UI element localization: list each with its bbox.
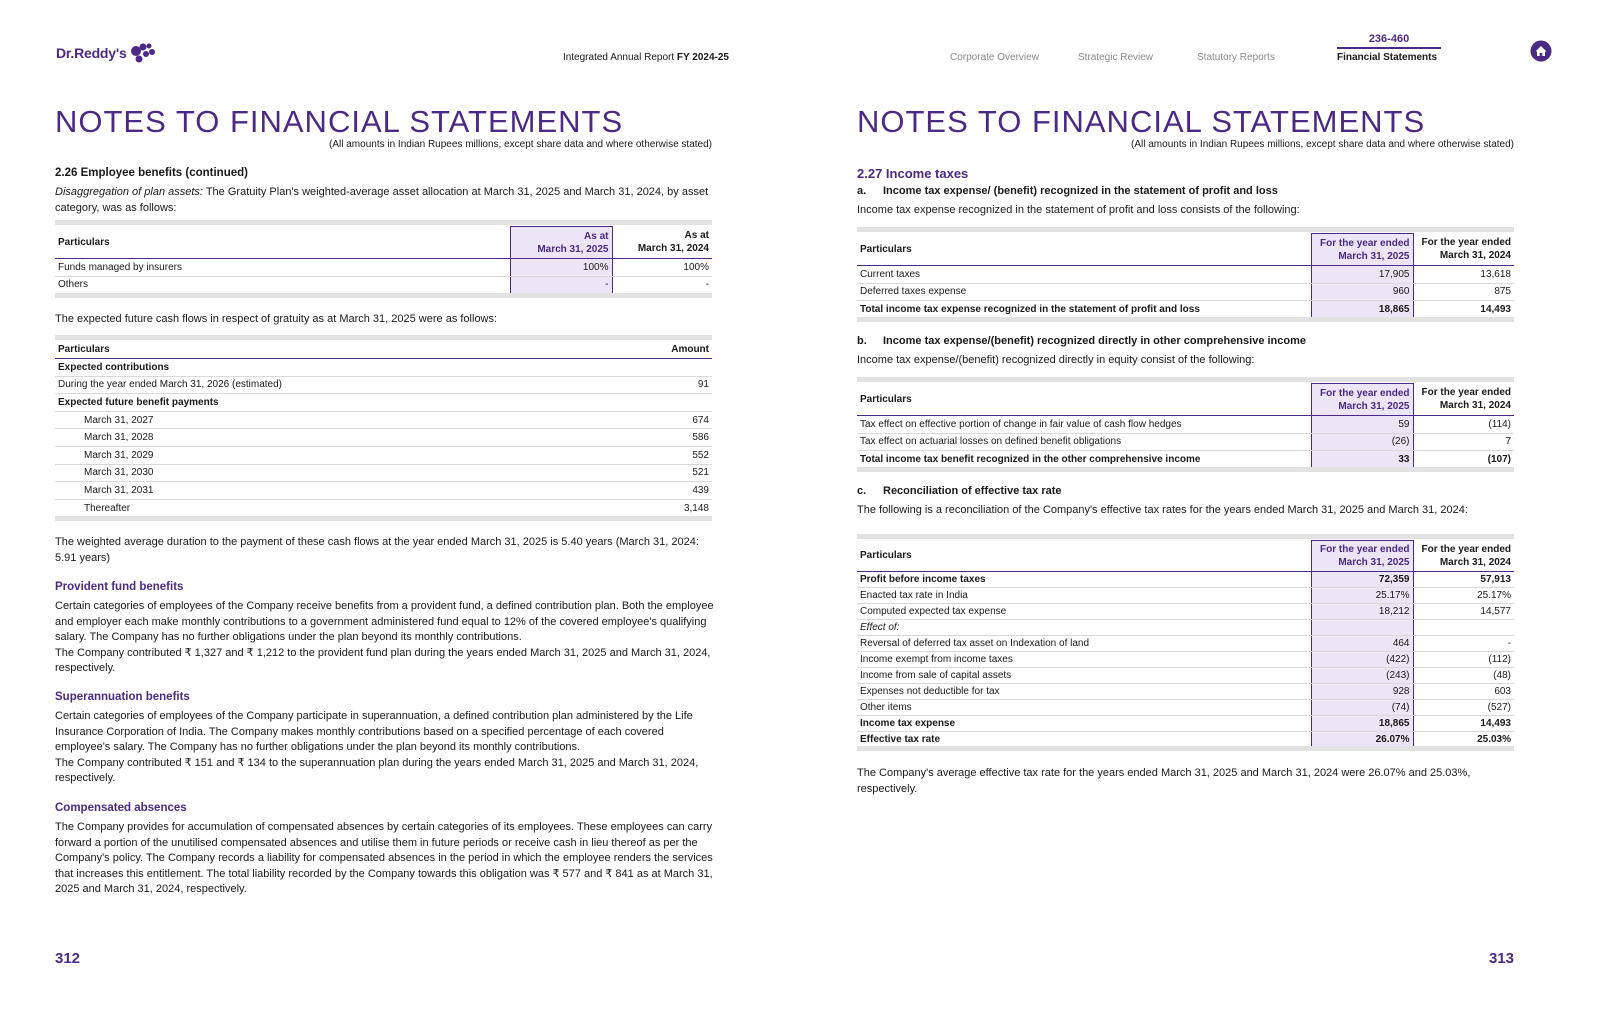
cell-2024: 14,493	[1413, 716, 1514, 732]
plan-assets-intro: Disaggregation of plan assets: The Gratuity Plan's weighted-average asset allocation at March 31, 2025 and March 31, 2024, by asset category, was as follows:	[55, 186, 709, 214]
table-top-bar	[55, 335, 712, 340]
row-label: March 31, 2031	[55, 482, 607, 500]
row-label: During the year ended March 31, 2026 (estimated)	[55, 376, 607, 394]
header-cell: For the year ended March 31, 2024	[1413, 384, 1514, 416]
header-cell: Particulars	[55, 341, 607, 359]
table-bottom-bar	[857, 467, 1514, 472]
row-label: March 31, 2027	[55, 411, 607, 429]
cell-2024: (114)	[1413, 416, 1514, 434]
cell-2025: -	[510, 276, 612, 294]
cell-2024: 14,577	[1413, 604, 1514, 620]
header-cell: As at March 31, 2025	[510, 227, 612, 259]
table-row	[55, 276, 712, 294]
cell-amount: 674	[607, 411, 712, 429]
total-row	[857, 301, 1514, 319]
cell-2025: 26.07%	[1311, 732, 1413, 748]
header-cell: For the year ended March 31, 2025	[1311, 541, 1413, 572]
header-cell: For the year ended March 31, 2024	[1413, 541, 1514, 572]
cell-amount: 586	[607, 429, 712, 447]
row-label: Enacted tax rate in India	[857, 588, 1311, 604]
table-row	[857, 266, 1514, 284]
row-label: Funds managed by insurers	[55, 259, 510, 277]
income-tax-oci-table	[857, 383, 1514, 469]
cell-2025: 59	[1311, 416, 1413, 434]
logo-text: Dr.Reddy's	[56, 45, 127, 61]
row-label: Current taxes	[857, 266, 1311, 284]
cell-2024: 875	[1413, 283, 1514, 301]
row-label: Income tax expense	[857, 716, 1311, 732]
section-heading: 2.27 Income taxes	[857, 166, 969, 181]
table-bottom-bar	[55, 293, 712, 298]
table-row	[857, 684, 1514, 700]
table-row	[857, 716, 1514, 732]
cell-amount: 3,148	[607, 499, 712, 517]
cell-2024: -	[1413, 636, 1514, 652]
group-label: Expected contributions	[55, 359, 712, 377]
cell-2025: 960	[1311, 283, 1413, 301]
cell-amount: 552	[607, 447, 712, 465]
header-cell: As at March 31, 2024	[612, 227, 712, 259]
ca-heading: Compensated absences	[55, 802, 187, 814]
cell-2025: (74)	[1311, 700, 1413, 716]
group-label: Expected future benefit payments	[55, 394, 712, 412]
table-header-row	[857, 384, 1514, 416]
ca-text: The Company provides for accumulation of compensated absences by certain categories of its employees. These employees can carry forward a portion of the unutilised compensated absences and utilise them in future periods or receive cash in lieu thereof as per the Company's policy. The Company records a liability for compensated absences in the period in which the employee renders the services that increases this entitlement. The total liability recorded by the Company towards this obligation was ₹ 577 and ₹ 841 as at March 31, 2025 and March 31, 2024, respectively.	[55, 821, 713, 895]
table-top-bar	[857, 534, 1514, 539]
nav-corporate-overview[interactable]: Corporate Overview	[950, 52, 1039, 63]
table-top-bar	[857, 377, 1514, 382]
subsection-b-heading: b. Income tax expense/(benefit) recognized directly in other comprehensive income	[857, 335, 1307, 347]
header-cell: Particulars	[55, 227, 510, 259]
table-row	[55, 482, 712, 500]
cell-2025: 18,865	[1311, 301, 1413, 319]
cell-2024: 14,493	[1413, 301, 1514, 319]
row-label: Profit before income taxes	[857, 572, 1311, 588]
nav-financial-statements[interactable]: Financial Statements	[1337, 52, 1438, 63]
cell-2024: 25.03%	[1413, 732, 1514, 748]
page-number: 313	[1488, 950, 1514, 967]
table-row	[857, 620, 1514, 636]
total-row	[857, 451, 1514, 469]
table-row	[857, 604, 1514, 620]
cell-2025	[1311, 620, 1413, 636]
table-row	[55, 464, 712, 482]
cell-2025: 100%	[510, 259, 612, 277]
cell-2024: 13,618	[1413, 266, 1514, 284]
logo-mark-icon	[130, 42, 156, 64]
table-top-bar	[857, 227, 1514, 232]
pf-heading: Provident fund benefits	[55, 581, 184, 593]
section-heading: 2.26 Employee benefits (continued)	[55, 167, 248, 179]
cell-amount: 521	[607, 464, 712, 482]
cell-2025: 464	[1311, 636, 1413, 652]
page-title: NOTES TO FINANCIAL STATEMENTS	[55, 104, 624, 139]
cell-2025: 18,212	[1311, 604, 1413, 620]
row-label: Deferred taxes expense	[857, 283, 1311, 301]
tax-reconciliation-table	[857, 540, 1514, 748]
subsection-a-heading: a. Income tax expense/ (benefit) recognized in the statement of profit and loss	[857, 185, 1278, 197]
table-header-row	[857, 234, 1514, 266]
header-cell: Particulars	[857, 384, 1311, 416]
cell-2025: (243)	[1311, 668, 1413, 684]
table-row	[55, 376, 712, 394]
cell-2025: 928	[1311, 684, 1413, 700]
company-logo[interactable]	[56, 42, 156, 64]
subsection-b-intro: Income tax expense/(benefit) recognized directly in equity consist of the following:	[857, 354, 1255, 366]
header-cell: For the year ended March 31, 2025	[1311, 384, 1413, 416]
table-bottom-bar	[55, 516, 712, 521]
cell-2025: 33	[1311, 451, 1413, 469]
pf-text: Certain categories of employees of the Company receive benefits from a provident fund, a defined contribution plan. Both the employee and employer each make monthly contributions to a government administered fund equal to 12% of the covered employee's qualifying salary. The Company has no further obligations under the plan beyond its monthly contributions. The Company contributed ₹ 1,327 and ₹ 1,212 to the provident fund plan during the years ended March 31, 2025 and March 31, 2024, respectively.	[55, 600, 714, 674]
cell-2024: 7	[1413, 433, 1514, 451]
duration-text: The weighted average duration to the payment of these cash flows at the year ended March 31, 2025 is 5.40 years (March 31, 2024: 5.91 years)	[55, 536, 699, 564]
cell-2025: 18,865	[1311, 716, 1413, 732]
row-label: Others	[55, 276, 510, 294]
cashflow-intro: The expected future cash flows in respect of gratuity as at March 31, 2025 were as follows:	[55, 313, 498, 325]
table-row	[55, 429, 712, 447]
header-cell: For the year ended March 31, 2025	[1311, 234, 1413, 266]
row-label: Tax effect on effective portion of change in fair value of cash flow hedges	[857, 416, 1311, 434]
cell-2025: 17,905	[1311, 266, 1413, 284]
header-cell: Amount	[607, 341, 712, 359]
table-row	[857, 588, 1514, 604]
table-row	[55, 411, 712, 429]
table-row	[857, 433, 1514, 451]
right-page	[800, 0, 1600, 1012]
table-row	[55, 259, 712, 277]
table-header-row	[55, 341, 712, 359]
row-label: Reversal of deferred tax asset on Indexation of land	[857, 636, 1311, 652]
cell-2024: (527)	[1413, 700, 1514, 716]
table-row	[55, 447, 712, 465]
table-row	[857, 416, 1514, 434]
cell-2024	[1413, 620, 1514, 636]
income-tax-pl-table	[857, 233, 1514, 319]
cell-2024: (112)	[1413, 652, 1514, 668]
plan-assets-table	[55, 226, 712, 294]
row-label: March 31, 2028	[55, 429, 607, 447]
cell-2025: 25.17%	[1311, 588, 1413, 604]
table-bottom-bar	[857, 317, 1514, 322]
table-row	[857, 572, 1514, 588]
cell-2024: 100%	[612, 259, 712, 277]
subsection-c-heading: c. Reconciliation of effective tax rate	[857, 485, 1062, 497]
row-label: March 31, 2030	[55, 464, 607, 482]
row-label: Tax effect on actuarial losses on defined benefit obligations	[857, 433, 1311, 451]
row-label: Income exempt from income taxes	[857, 652, 1311, 668]
nav-page-range: 236-460	[1337, 33, 1441, 49]
subsection-a-intro: Income tax expense recognized in the statement of profit and loss consists of the following:	[857, 204, 1300, 216]
row-label: Total income tax benefit recognized in the other comprehensive income	[857, 451, 1311, 469]
group-row	[55, 359, 712, 377]
table-row	[857, 283, 1514, 301]
row-label: Effective tax rate	[857, 732, 1311, 748]
sa-text: Certain categories of employees of the Company participate in superannuation, a defined contribution plan administered by the Life Insurance Corporation of India. The Company makes monthly contributions based on a specified percentage of each covered employee's salary. The Company has no further obligations under the plan beyond its monthly contributions. The Company contributed ₹ 151 and ₹ 134 to the superannuation plan during the years ended March 31, 2025 and March 31, 2024, respectively.	[55, 710, 699, 784]
report-title: Integrated Annual Report FY 2024-25	[562, 52, 729, 63]
cell-2024: 57,913	[1413, 572, 1514, 588]
cell-2025: (26)	[1311, 433, 1413, 451]
row-label: Thereafter	[55, 499, 607, 517]
table-top-bar	[55, 220, 712, 225]
row-label: March 31, 2029	[55, 447, 607, 465]
cell-2025: 72,359	[1311, 572, 1413, 588]
home-icon[interactable]	[1530, 40, 1552, 62]
nav-statutory-reports[interactable]: Statutory Reports	[1197, 52, 1275, 63]
row-label: Total income tax expense recognized in the statement of profit and loss	[857, 301, 1311, 319]
table-row	[857, 700, 1514, 716]
cell-amount: 91	[607, 376, 712, 394]
closing-text: The Company's average effective tax rate for the years ended March 31, 2025 and March 31, 2024 were 26.07% and 25.03%, respectively.	[857, 767, 1471, 795]
table-row	[857, 668, 1514, 684]
header-cell: Particulars	[857, 234, 1311, 266]
sa-heading: Superannuation benefits	[55, 691, 190, 703]
subsection-c-intro: The following is a reconciliation of the Company's effective tax rates for the years ended March 31, 2025 and March 31, 2024:	[857, 504, 1468, 516]
amounts-note: (All amounts in Indian Rupees millions, except share data and where otherwise stated)	[329, 139, 712, 150]
cell-2024: (48)	[1413, 668, 1514, 684]
cell-2024: -	[612, 276, 712, 294]
cell-2024: (107)	[1413, 451, 1514, 469]
table-row	[857, 652, 1514, 668]
row-label: Income from sale of capital assets	[857, 668, 1311, 684]
cashflows-table	[55, 341, 712, 517]
table-bottom-bar	[857, 746, 1514, 751]
cell-2024: 25.17%	[1413, 588, 1514, 604]
header-cell: Particulars	[857, 541, 1311, 572]
nav-strategic-review[interactable]: Strategic Review	[1078, 52, 1154, 63]
page-number: 312	[55, 950, 81, 967]
row-label: Other items	[857, 700, 1311, 716]
amounts-note: (All amounts in Indian Rupees millions, except share data and where otherwise stated)	[1131, 139, 1514, 150]
row-label: Effect of:	[857, 620, 1311, 636]
cell-amount: 439	[607, 482, 712, 500]
row-label: Expenses not deductible for tax	[857, 684, 1311, 700]
cell-2025: (422)	[1311, 652, 1413, 668]
group-row	[55, 394, 712, 412]
page-title: NOTES TO FINANCIAL STATEMENTS	[857, 104, 1426, 139]
row-label: Computed expected tax expense	[857, 604, 1311, 620]
table-row	[55, 499, 712, 517]
header-cell: For the year ended March 31, 2024	[1413, 234, 1514, 266]
table-row	[857, 636, 1514, 652]
table-header-row	[857, 541, 1514, 572]
cell-2024: 603	[1413, 684, 1514, 700]
table-header-row	[55, 227, 712, 259]
